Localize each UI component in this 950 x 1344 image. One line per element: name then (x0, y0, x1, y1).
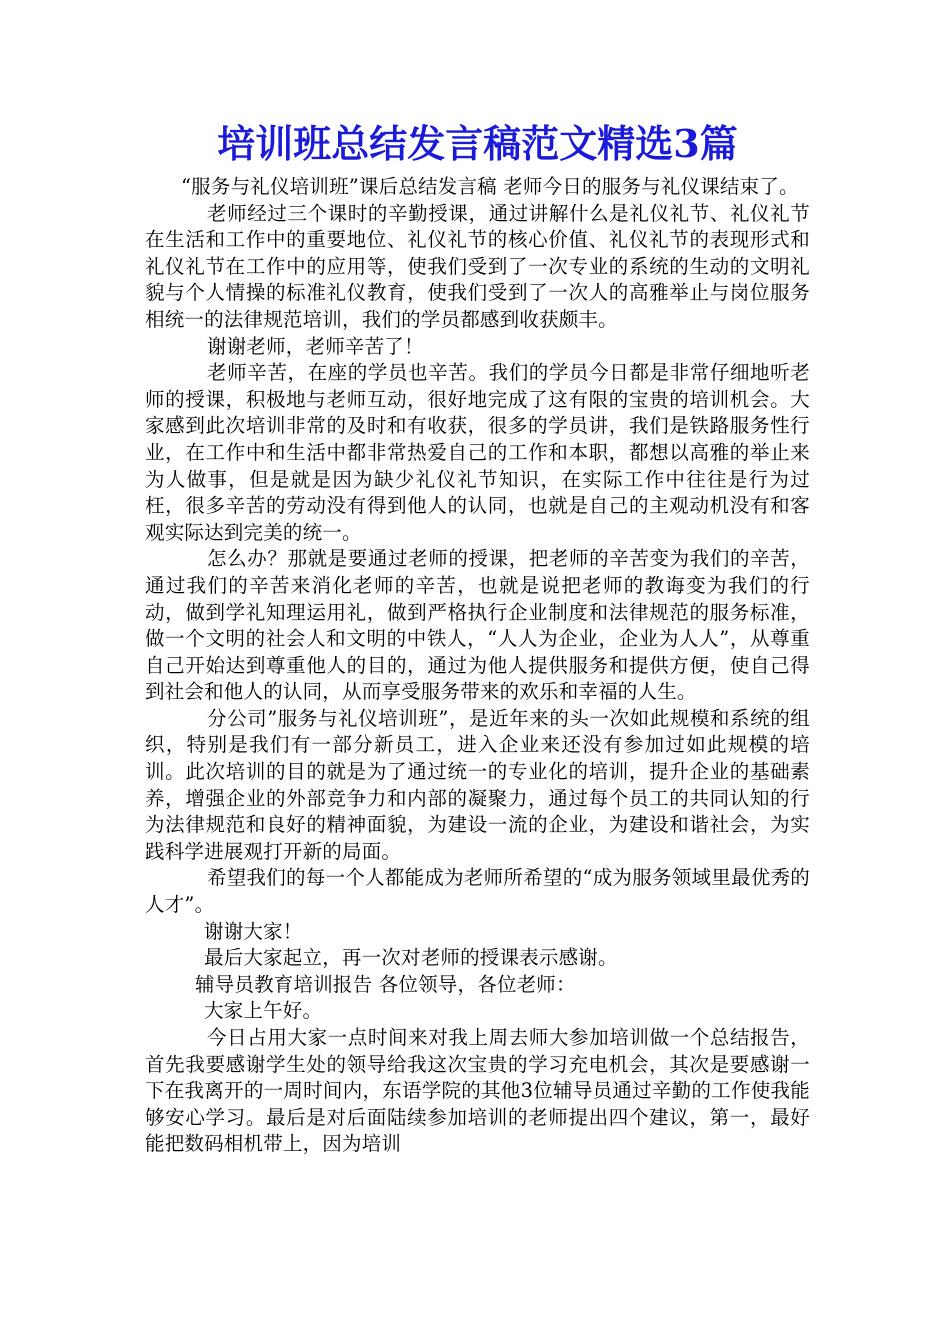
body-paragraph: 大家上午好。 (204, 999, 323, 1023)
body-paragraph: 老师经过三个课时的辛勤授课，通过讲解什么是礼仪礼节、礼仪礼节在生活和工作中的重要地位、礼仪礼节的核心价值、礼仪礼节的表现形式和礼仪礼节在工作中的应用等，使我们受到了一次专业的系统的生动的文明礼貌与个人情操的标准礼仪教育，使我们受到了一次人的高雅举止与岗位服务相统一的法律规范培训，我们的学员都感到收获颇丰。 (145, 201, 810, 331)
body-paragraph: 希望我们的每一个人都能成为老师所希望的“成为服务领域里最优秀的人才”。 (145, 866, 810, 917)
body-paragraph: 谢谢老师，老师辛苦了！ (207, 334, 424, 358)
body-paragraph: 老师辛苦，在座的学员也辛苦。我们的学员今日都是非常仔细地听老师的授课，积极地与老师互动，很好地完成了这有限的宝贵的培训机会。大家感到此次培训非常的及时和有收获，很多的学员讲，我们是铁路服务性行业，在工作中和生活中都非常热爱自己的工作和本职，都想以高雅的举止来为人做事，但是就是因为缺少礼仪礼节知识，在实际工作中往往是行为过枉，很多辛苦的劳动没有得到他人的认同，也就是自己的主观动机没有和客观实际达到完美的统一。 (145, 361, 810, 544)
body-paragraph: 最后大家起立，再一次对老师的授课表示感谢。 (204, 946, 618, 970)
body-paragraph: “服务与礼仪培训班”课后总结发言稿 老师今日的服务与礼仪课结束了。 (181, 175, 799, 198)
document-page (145, 118, 810, 1158)
section-heading-line: 辅导员教育培训报告 各位领导，各位老师： (195, 972, 576, 996)
body-paragraph: 谢谢大家！ (204, 919, 303, 943)
body-paragraph: 怎么办？那就是要通过老师的授课，把老师的辛苦变为我们的辛苦，通过我们的辛苦来消化老师的辛苦，也就是说把老师的教诲变为我们的行动，做到学礼知理运用礼，做到严格执行企业制度和法律规范的服务标准，做一个文明的社会人和文明的中铁人，“人人为企业，企业为人人”，从尊重自己开始达到尊重他人的目的，通过为他人提供服务和提供方便，使自己得到社会和他人的认同，从而享受服务带来的欢乐和幸福的人生。 (145, 547, 810, 704)
document-title: 培训班总结发言稿范文精选3篇 (217, 121, 738, 166)
body-paragraph: 分公司”服务与礼仪培训班”，是近年来的头一次如此规模和系统的组织，特别是我们有一部分新员工，进入企业来还没有参加过如此规模的培训。此次培训的目的就是为了通过统一的专业化的培训，提升企业的基础素养，增强企业的外部竞争力和内部的凝聚力，通过每个员工的共同认知的行为法律规范和良好的精神面貌，为建设一流的企业，为建设和谐社会，为实践科学进展观打开新的局面。 (145, 706, 810, 863)
body-paragraph: 今日占用大家一点时间来对我上周去师大参加培训做一个总结报告，首先我要感谢学生处的领导给我这次宝贵的学习充电机会，其次是要感谢一下在我离开的一周时间内，东语学院的其他3位辅导员通过辛勤的工作使我能够安心学习。最后是对后面陆续参加培训的老师提出四个建议，第一，最好能把数码相机带上，因为培训 (145, 1026, 810, 1156)
